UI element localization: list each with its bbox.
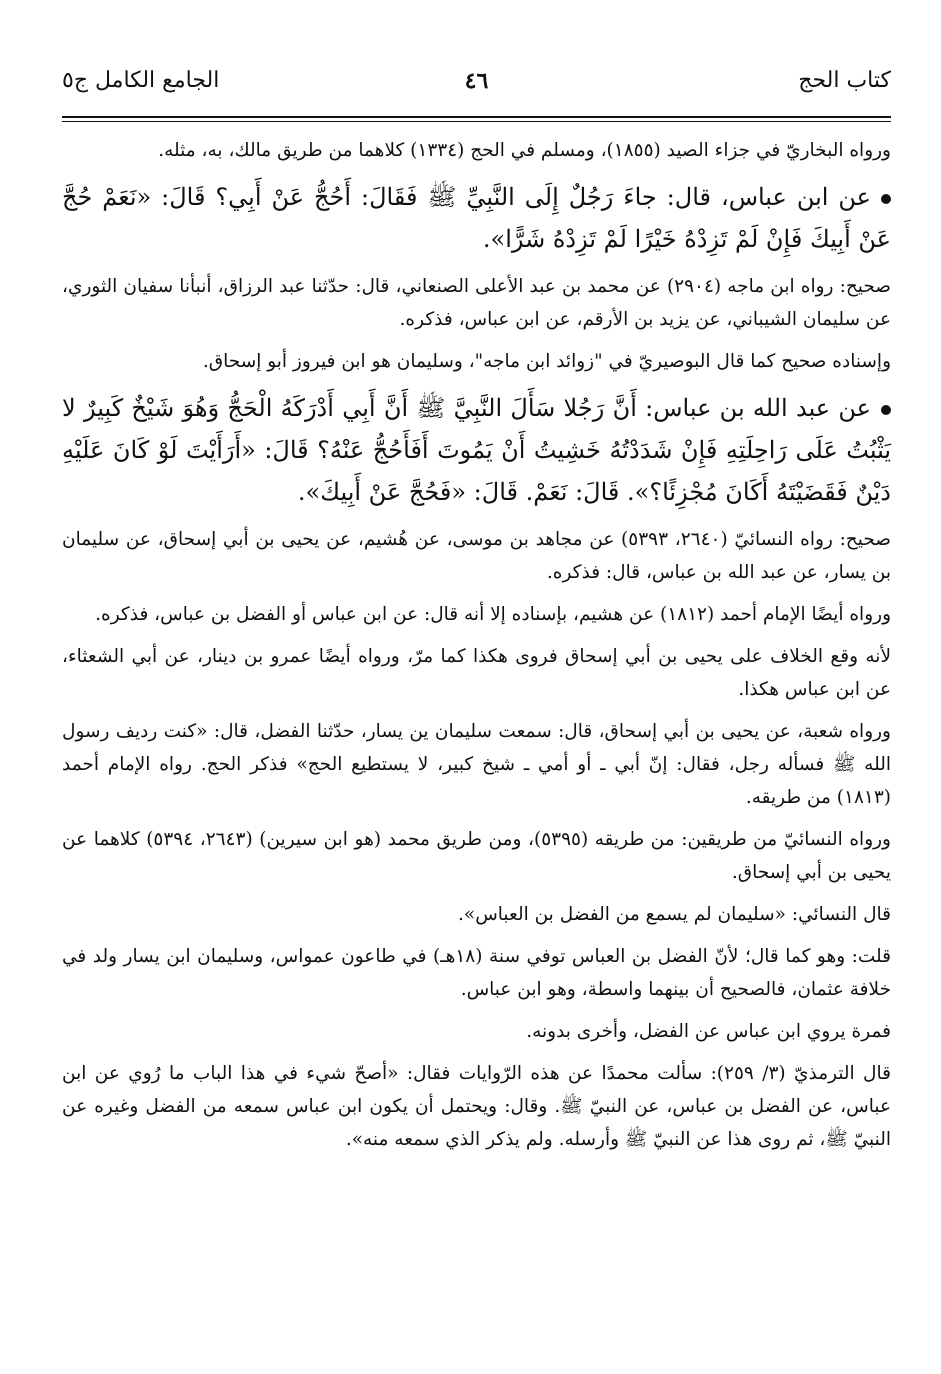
hadith-body: عن ابن عباس، قال: جاءَ رَجُلٌ إِلَى النَّبِيِّ ﷺ فَقَالَ: أَحُجُّ عَنْ أَبِي؟ قَالَ: «نَعَمْ حُجَّ عَنْ أَبِيكَ فَإِنْ لَمْ تَزِدْهُ خَيْرًا لَمْ تَزِدْهُ شَرًّا». bbox=[62, 183, 891, 253]
paragraph: صحيح: رواه النسائيّ (٢٦٤٠، ٥٣٩٣) عن مجاهد بن موسى، عن هُشيم، عن يحيى بن أبي إسحاق، عن سليمان بن يسار، عن عبد الله بن عباس، قال: فذكره. bbox=[62, 529, 891, 583]
paragraph: فمرة يروي ابن عباس عن الفضل، وأخرى بدونه. bbox=[526, 1021, 891, 1042]
paragraph: ورواه شعبة، عن يحيى بن أبي إسحاق، قال: سمعت سليمان ين يسار، حدّثنا الفضل، قال: «كنت رديف رسول الله ﷺ فسأله رجل، فقال: إنّ أبي ـ أو أمي ـ شيخ كبير، لا يستطيع الحج» فذكر الحج. رواه الإمام أحمد (١٨١٣) من طريقه. bbox=[62, 721, 891, 808]
hadith-body: عن عبد الله بن عباس: أَنَّ رَجُلا سَأَلَ النَّبِيَّ ﷺ أَنَّ أَبِي أَدْرَكَهُ الْحَجُّ وَهُوَ شَيْخٌ كَبِيرٌ لا يَثْبُتُ عَلَى رَاحِلَتِهِ فَإِنْ شَدَدْتُهُ خَشِيتُ أَنْ يَمُوتَ أَفَأَحُجُّ عَنْهُ؟ قَالَ: «أَرَأَيْتَ لَوْ كَانَ عَلَيْهِ دَيْنٌ فَقَضَيْتَهُ أَكَانَ مُجْزِئًا؟». قَالَ: نَعَمْ. قَالَ: «فَحُجَّ عَنْ أَبِيكَ». bbox=[62, 394, 891, 506]
chapter-title: كتاب الحج bbox=[798, 68, 891, 93]
paragraph: قلت: وهو كما قال؛ لأنّ الفضل بن العباس توفي سنة (١٨هـ) في طاعون عمواس، وسليمان ابن يسار ولد في خلافة عثمان، فالصحيح أن بينهما واسطة، وهو ابن عباس. bbox=[62, 946, 891, 1000]
bullet-icon bbox=[881, 405, 891, 415]
paragraph: قال النسائي: «سليمان لم يسمع من الفضل بن العباس». bbox=[458, 904, 891, 925]
hadith-text bbox=[62, 387, 891, 523]
hadith-text bbox=[62, 176, 891, 270]
paragraph: ورواه النسائيّ من طريقين: من طريقه (٥٣٩٥)، ومن طريق محمد (هو ابن سيرين) (٢٦٤٣، ٥٣٩٤) كلاهما عن يحيى بن أبي إسحاق. bbox=[62, 829, 891, 883]
page-number: ٤٦ bbox=[464, 68, 489, 94]
page-body bbox=[62, 134, 891, 1165]
paragraph: قال الترمذيّ (٣/ ٢٥٩): سألت محمدًا عن هذه الرّوايات فقال: «أصحّ شيء في هذا الباب ما رُوي عن ابن عباس، عن الفضل بن عباس، عن النبيّ ﷺ. وقال: ويحتمل أن يكون ابن عباس سمعه من الفضل وغيره عن النبيّ ﷺ، ثم روى هذا عن النبيّ ﷺ وأرسله. ولم يذكر الذي سمعه منه». bbox=[62, 1063, 891, 1150]
book-title: الجامع الكامل ج٥ bbox=[62, 68, 220, 93]
page-header bbox=[62, 62, 891, 106]
header-rule-thin bbox=[62, 121, 891, 122]
paragraph: ورواه أيضًا الإمام أحمد (١٨١٢) عن هشيم، بإسناده إلا أنه قال: عن ابن عباس أو الفضل بن عباس، فذكره. bbox=[95, 604, 891, 625]
header-rule-thick bbox=[62, 116, 891, 118]
paragraph: صحيح: رواه ابن ماجه (٢٩٠٤) عن محمد بن عبد الأعلى الصنعاني، قال: حدّثنا عبد الرزاق، أنبأنا سفيان الثوري، عن سليمان الشيباني، عن يزيد بن الأرقم، عن ابن عباس، فذكره. bbox=[62, 276, 892, 330]
paragraph: ورواه البخاريّ في جزاء الصيد (١٨٥٥)، ومسلم في الحج (١٣٣٤) كلاهما من طريق مالك، به، مثله. bbox=[158, 140, 891, 161]
paragraph: لأنه وقع الخلاف على يحيى بن أبي إسحاق فروى هكذا كما مرّ، ورواه أيضًا عمرو بن دينار، عن أبي الشعثاء، عن ابن عباس هكذا. bbox=[62, 646, 891, 700]
paragraph: وإسناده صحيح كما قال البوصيريّ في "زوائد ابن ماجه"، وسليمان هو ابن فيروز أبو إسحاق. bbox=[202, 351, 891, 372]
bullet-icon bbox=[881, 194, 891, 204]
